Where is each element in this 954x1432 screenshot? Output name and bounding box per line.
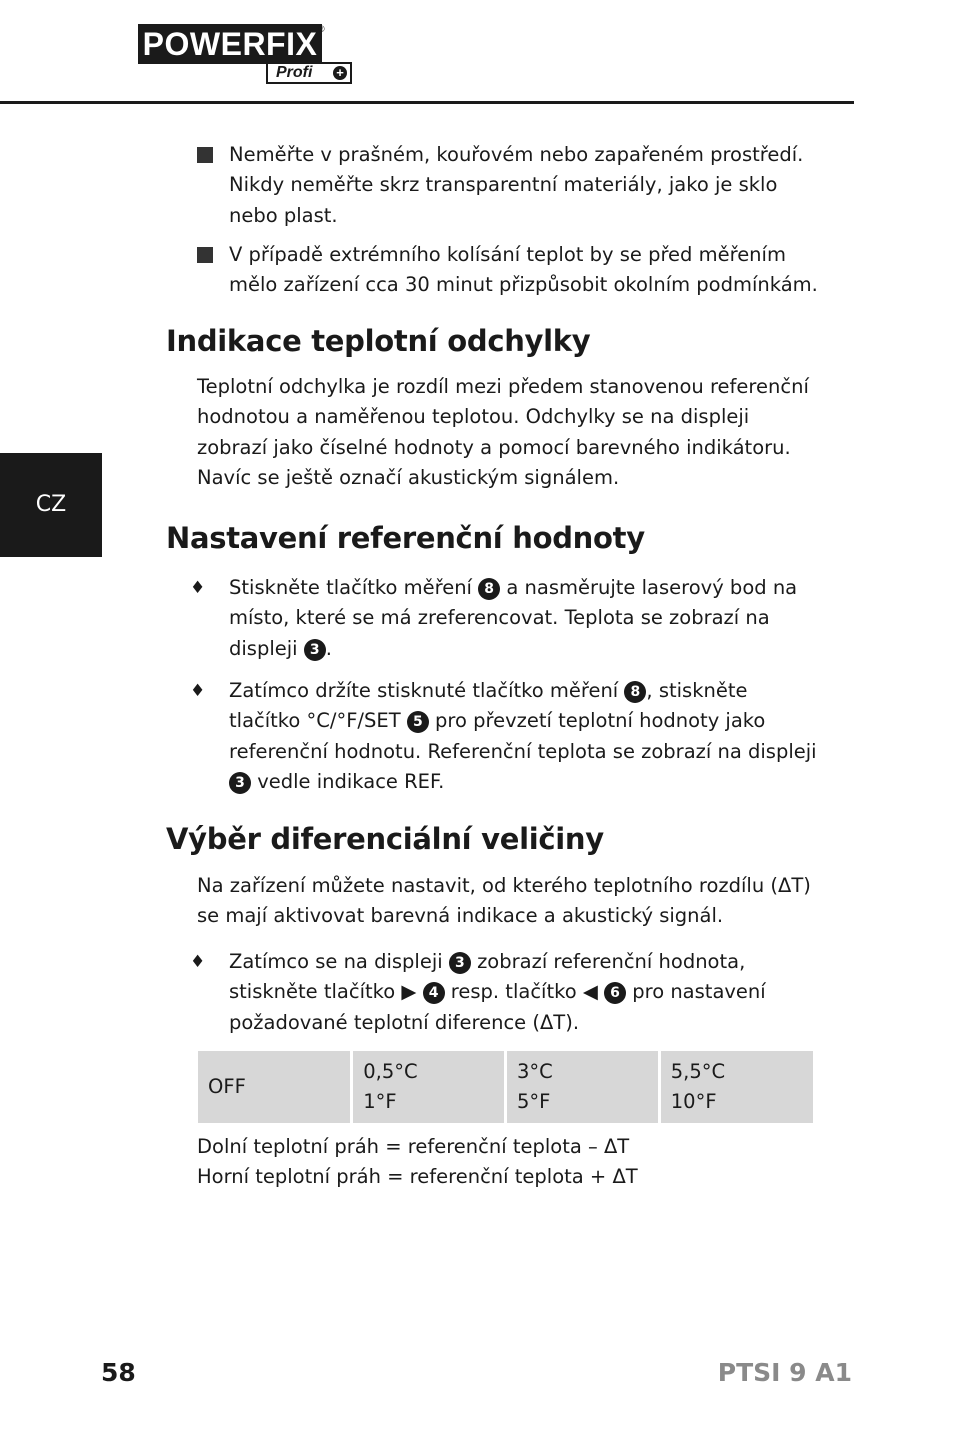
formula-lower-threshold: Dolní teplotní práh = referenční teplota – ΔT xyxy=(197,1135,630,1158)
cell-celsius: 3°C xyxy=(517,1060,553,1083)
brand-logo xyxy=(138,24,354,86)
callout-number: 3 xyxy=(229,772,251,794)
cell-fahrenheit: 10°F xyxy=(670,1090,717,1113)
step-text: , stiskněte tlačítko °C/°F/SET xyxy=(229,679,748,733)
step-text: Stiskněte tlačítko měření xyxy=(229,576,479,599)
table-row xyxy=(198,1051,813,1123)
table-cell xyxy=(659,1051,813,1123)
registered-mark: ® xyxy=(318,24,325,34)
cell-celsius: OFF xyxy=(208,1075,246,1098)
step-text: vedle indikace REF. xyxy=(251,769,445,793)
section-heading-differential: Výběr diferenciální veličiny xyxy=(166,822,604,856)
callout-number: 5 xyxy=(407,711,429,733)
page-number: 58 xyxy=(101,1358,136,1387)
step-text: zobrazí referenční hodnota, stiskněte tlačítko ▶ xyxy=(229,950,746,1004)
step-text: Zatímco se na displeji xyxy=(229,950,449,973)
bullet-diamond-icon: ♦ xyxy=(190,681,206,701)
plus-icon: + xyxy=(333,66,347,80)
differential-values-table xyxy=(198,1051,813,1123)
model-name: PTSI 9 A1 xyxy=(717,1358,852,1387)
cell-fahrenheit: 1°F xyxy=(363,1090,397,1113)
cell-celsius: 5,5°C xyxy=(670,1060,726,1083)
step-text: resp. tlačítko ◀ xyxy=(444,980,605,1004)
step-text: . xyxy=(325,636,332,660)
step-text: a nasměrujte laserový bod na místo, které se má zreferencovat. Teplota se zobrazí na displeji xyxy=(229,576,798,660)
cell-fahrenheit: 5°F xyxy=(517,1090,551,1113)
section-paragraph-deviation: Teplotní odchylka je rozdíl mezi předem stanovenou referenční hodnotou a naměřenou teplotou. Odchylky se na displeji zobrazí jako číselné hodnoty a pomocí barevného indikátoru. Navíc se ještě označí akustickým signálem. xyxy=(197,375,809,489)
differential-step xyxy=(229,947,829,1038)
step-text: Zatímco držíte stisknuté tlačítko měření xyxy=(229,679,625,702)
logo-sub-brand xyxy=(266,62,352,84)
bullet-square-icon xyxy=(197,147,213,163)
table-cell xyxy=(506,1051,660,1123)
language-tab: CZ xyxy=(0,453,102,557)
section-heading-reference: Nastavení referenční hodnoty xyxy=(166,521,645,555)
bullet-square-icon xyxy=(197,247,213,263)
callout-number: 8 xyxy=(624,681,646,703)
bullet-diamond-icon: ♦ xyxy=(190,578,206,598)
intro-bullet-2: V případě extrémního kolísání teplot by se před měřením mělo zařízení cca 30 minut přizpůsobit okolním podmínkám. xyxy=(229,243,818,297)
header-divider xyxy=(0,101,854,104)
table-cell xyxy=(198,1051,352,1123)
callout-number: 4 xyxy=(423,982,445,1004)
logo-sub-brand-text: Profi xyxy=(276,64,313,81)
reference-step-2 xyxy=(229,676,819,797)
table-cell xyxy=(352,1051,506,1123)
callout-number: 8 xyxy=(478,578,500,600)
reference-step-1 xyxy=(229,573,819,664)
callout-number: 3 xyxy=(304,639,326,661)
intro-bullet-1: Neměřte v prašném, kouřovém nebo zapařeném prostředí. Nikdy neměřte skrz transparentní materiály, jako je sklo nebo plast. xyxy=(229,143,804,227)
section-heading-deviation: Indikace teplotní odchylky xyxy=(166,324,591,358)
callout-number: 3 xyxy=(449,952,471,974)
section-paragraph-differential: Na zařízení můžete nastavit, od kterého teplotního rozdílu (ΔT) se mají aktivovat barevná indikace a akustický signál. xyxy=(197,874,811,928)
callout-number: 6 xyxy=(604,982,626,1004)
step-text: pro nastavení požadované teplotní diference (ΔT). xyxy=(229,980,766,1034)
logo-wordmark: POWERFIX xyxy=(138,24,322,64)
bullet-diamond-icon: ♦ xyxy=(190,952,206,972)
cell-celsius: 0,5°C xyxy=(363,1060,418,1083)
step-text: pro převzetí teplotní hodnoty jako referenční hodnotu. Referenční teplota se zobrazí na displeji xyxy=(229,709,817,763)
formula-upper-threshold: Horní teplotní práh = referenční teplota + ΔT xyxy=(197,1165,638,1188)
